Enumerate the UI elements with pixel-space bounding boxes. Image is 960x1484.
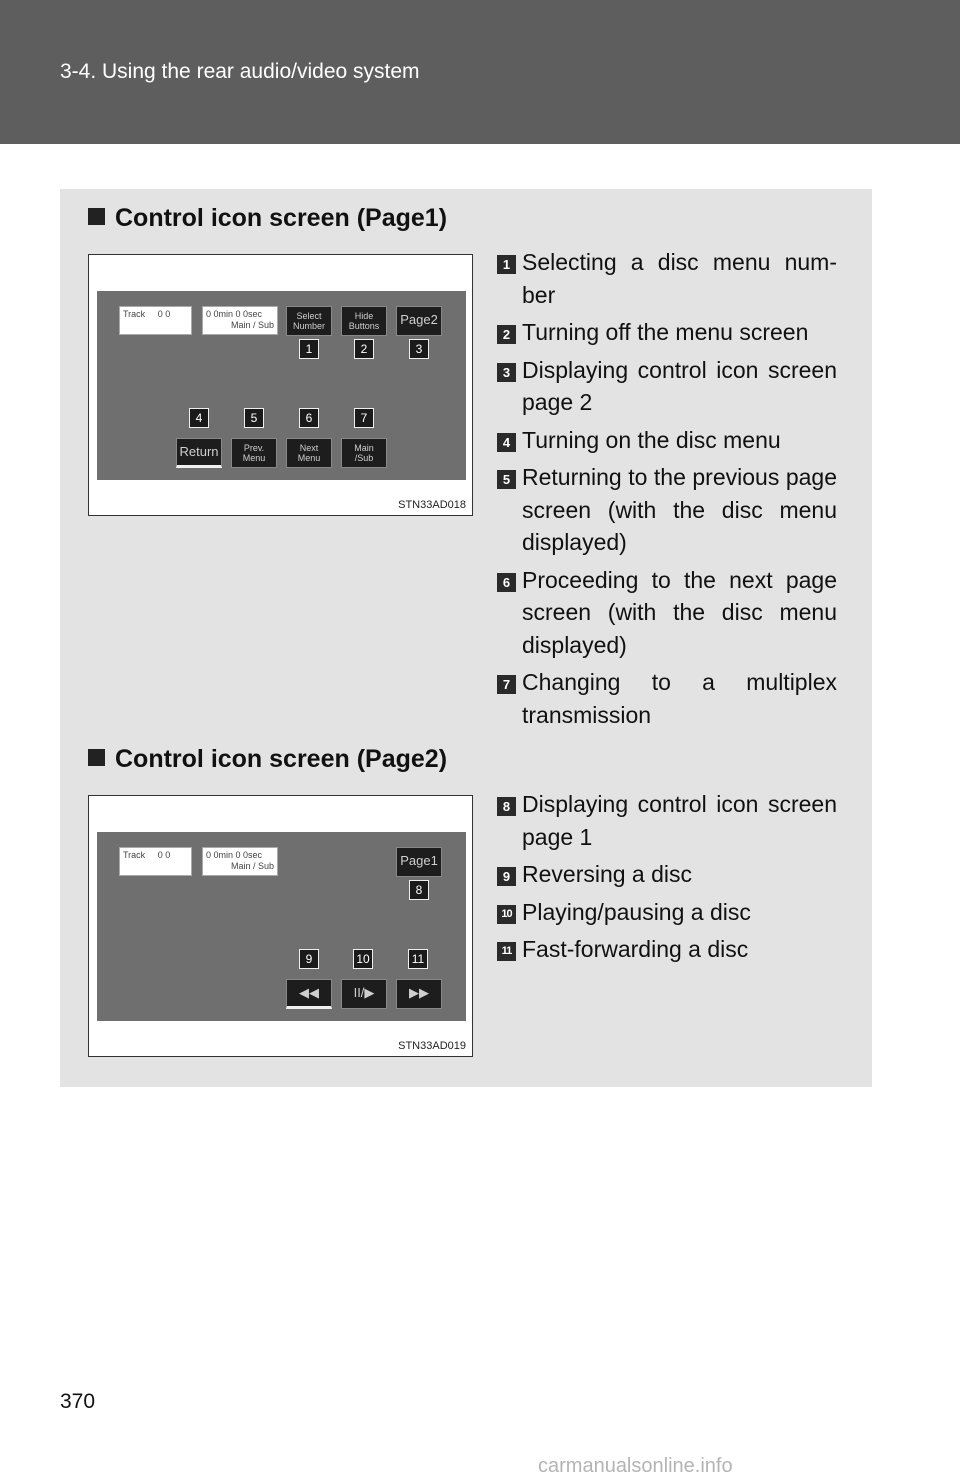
number-badge: 1	[497, 255, 516, 274]
number-badge: 8	[497, 797, 516, 816]
description-list-page2	[497, 788, 837, 971]
figure-code: STN33AD018	[398, 499, 466, 511]
number-badge: 7	[497, 675, 516, 694]
callout-1: 1	[299, 339, 319, 359]
callout-6: 6	[299, 408, 319, 428]
callout-11: 11	[408, 949, 428, 969]
list-item: 8 Displaying control icon screen page 1	[497, 788, 837, 853]
prev-menu-button[interactable]: Prev. Menu	[231, 438, 277, 468]
number-badge: 6	[497, 573, 516, 592]
list-item: 5 Returning to the previous page screen (with the disc menu displayed)	[497, 461, 837, 559]
list-item: 7 Changing to a multiplex transmission	[497, 666, 837, 731]
watermark: carmanualsonline.info	[538, 1455, 733, 1477]
square-bullet-icon	[88, 208, 105, 225]
number-badge: 5	[497, 470, 516, 489]
callout-3: 3	[409, 339, 429, 359]
square-bullet-icon	[88, 749, 105, 766]
chapter-title: 3-4. Using the rear audio/video system	[60, 60, 420, 83]
list-item: 4 Turning on the disc menu	[497, 424, 837, 457]
figure-code: STN33AD019	[398, 1040, 466, 1052]
number-badge: 11	[497, 942, 516, 961]
callout-8: 8	[409, 880, 429, 900]
screen-page1	[97, 291, 466, 480]
page1-button[interactable]: Page1	[396, 847, 442, 877]
description-list-page1	[497, 246, 837, 736]
list-item: 6 Proceeding to the next page screen (with the disc menu displayed)	[497, 564, 837, 662]
track-display: Track 0 0	[119, 306, 192, 335]
callout-2: 2	[354, 339, 374, 359]
number-badge: 2	[497, 325, 516, 344]
page2-button[interactable]: Page2	[396, 306, 442, 336]
figure-page1	[88, 254, 473, 516]
main-sub-button[interactable]: Main /Sub	[341, 438, 387, 468]
next-menu-button[interactable]: Next Menu	[286, 438, 332, 468]
figure-page2	[88, 795, 473, 1057]
page-number: 370	[60, 1390, 96, 1413]
list-item: 10 Playing/pausing a disc	[497, 896, 837, 929]
section-title-page1: Control icon screen (Page1)	[88, 204, 447, 233]
chapter-header	[0, 0, 960, 144]
callout-7: 7	[354, 408, 374, 428]
list-item: 1 Selecting a disc menu num-ber	[497, 246, 837, 311]
callout-4: 4	[189, 408, 209, 428]
time-display: 0 0min 0 0sec Main / Sub	[202, 306, 278, 335]
number-badge: 3	[497, 363, 516, 382]
section-title-page2: Control icon screen (Page2)	[88, 745, 447, 774]
callout-5: 5	[244, 408, 264, 428]
number-badge: 9	[497, 867, 516, 886]
list-item: 2 Turning off the menu screen	[497, 316, 837, 349]
fast-forward-button[interactable]: ▶▶	[396, 979, 442, 1009]
number-badge: 4	[497, 433, 516, 452]
callout-9: 9	[299, 949, 319, 969]
hide-buttons-button[interactable]: Hide Buttons	[341, 306, 387, 336]
list-item: 9 Reversing a disc	[497, 858, 837, 891]
list-item: 3 Displaying control icon screen page 2	[497, 354, 837, 419]
number-badge: 10	[497, 905, 516, 924]
list-item: 11 Fast-forwarding a disc	[497, 933, 837, 966]
play-pause-button[interactable]: II/▶	[341, 979, 387, 1009]
time-display: 0 0min 0 0sec Main / Sub	[202, 847, 278, 876]
callout-10: 10	[353, 949, 373, 969]
return-button[interactable]: Return	[176, 438, 222, 468]
select-number-button[interactable]: Select Number	[286, 306, 332, 336]
screen-page2	[97, 832, 466, 1021]
track-display: Track 0 0	[119, 847, 192, 876]
rewind-button[interactable]: ◀◀	[286, 979, 332, 1009]
